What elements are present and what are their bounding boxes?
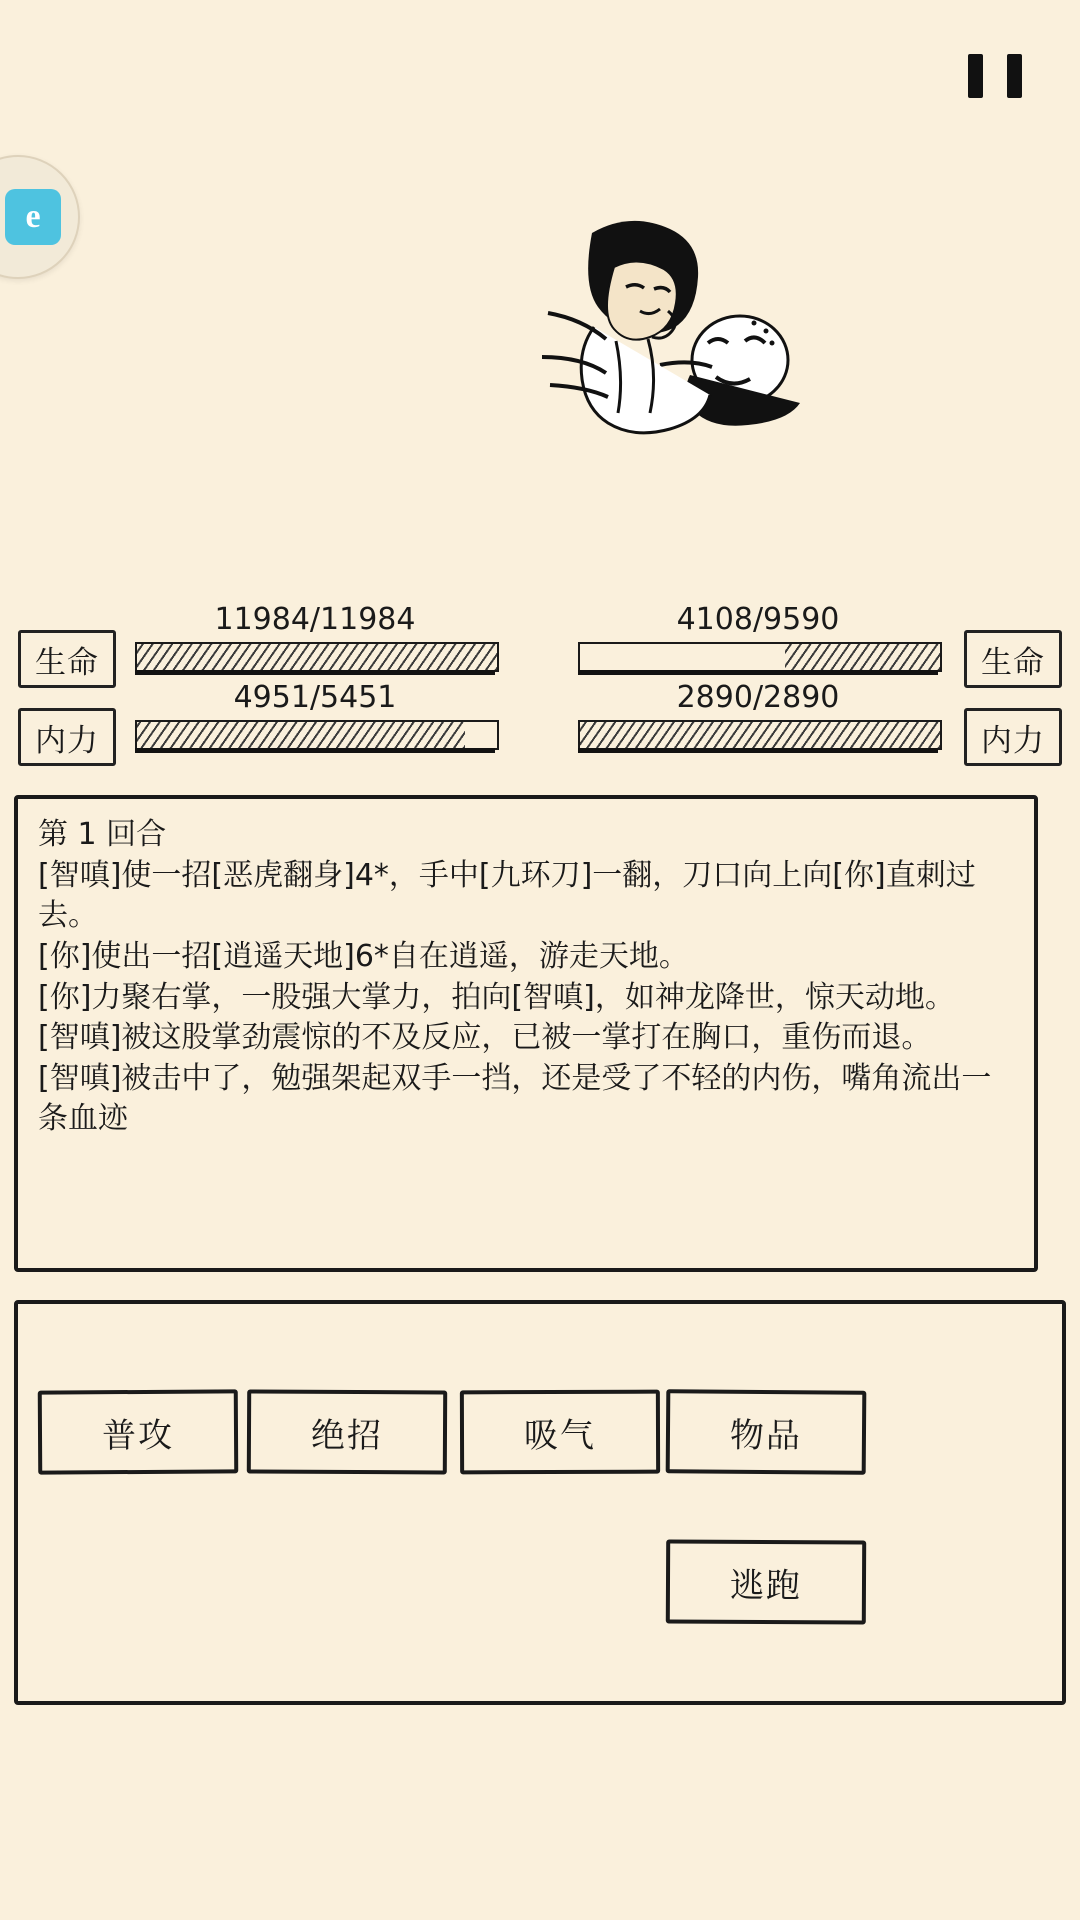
combat-log-panel[interactable] [14,795,1038,1272]
player-mp-value: 4951/5451 [233,680,397,715]
log-line: [智嗔]被这股掌劲震惊的不及反应，已被一掌打在胸口，重伤而退。 [38,1020,932,1056]
enemy-mp-fill [580,722,940,748]
action-panel [14,1300,1066,1705]
enemy-mp-track [578,720,942,750]
player-hp-value: 11984/11984 [214,602,416,637]
log-line: [智嗔]使一招[恶虎翻身]4*，手中[九环刀]一翻，刀口向上向[你]直刺过去。 [38,857,976,933]
enemy-hp-tag: 生命 [964,630,1062,688]
hp-row [0,602,1080,681]
mp-row [0,680,1080,759]
pause-icon-bar-right [1007,54,1022,98]
skill-button[interactable]: 绝招 [247,1389,447,1474]
player-hp-fill [137,644,497,670]
enemy-hp-fill [785,644,940,670]
enemy-hp-bar [578,602,938,676]
flee-button[interactable]: 逃跑 [666,1539,866,1624]
log-line: 第 1 回合 [38,817,167,852]
log-line: [你]力聚右掌，一股强大掌力，拍向[智嗔]，如神龙降世，惊天动地。 [38,979,955,1015]
player-hp-bar [135,602,495,676]
enemy-mp-underline [578,748,938,753]
enemy-mp-bar [578,680,938,754]
pause-button[interactable] [968,54,1022,98]
pause-icon-bar-left [968,54,983,98]
item-button[interactable]: 物品 [666,1389,867,1475]
battle-scene-illustration [540,215,840,455]
player-mp-bar [135,680,495,754]
player-hp-track [135,642,499,672]
enemy-hp-track [578,642,942,672]
attack-button[interactable]: 普攻 [38,1389,239,1474]
breathe-button[interactable]: 吸气 [460,1390,660,1475]
assistant-bubble[interactable] [0,155,80,279]
player-hp-underline [135,670,495,675]
assistant-icon: e [5,189,61,245]
player-mp-underline [135,748,495,753]
log-line: [你]使出一招[逍遥天地]6*自在逍遥，游走天地。 [38,938,689,974]
player-hp-tag: 生命 [18,630,116,688]
player-mp-tag: 内力 [18,708,116,766]
enemy-hp-underline [578,670,938,675]
enemy-mp-value: 2890/2890 [676,680,840,715]
enemy-hp-value: 4108/9590 [676,602,840,637]
player-mp-track [135,720,499,750]
player-mp-fill [137,722,465,748]
status-panel [0,602,1080,767]
log-line: [智嗔]被击中了，勉强架起双手一挡，还是受了不轻的内伤，嘴角流出一条血迹 [38,1061,992,1137]
enemy-mp-tag: 内力 [964,708,1062,766]
